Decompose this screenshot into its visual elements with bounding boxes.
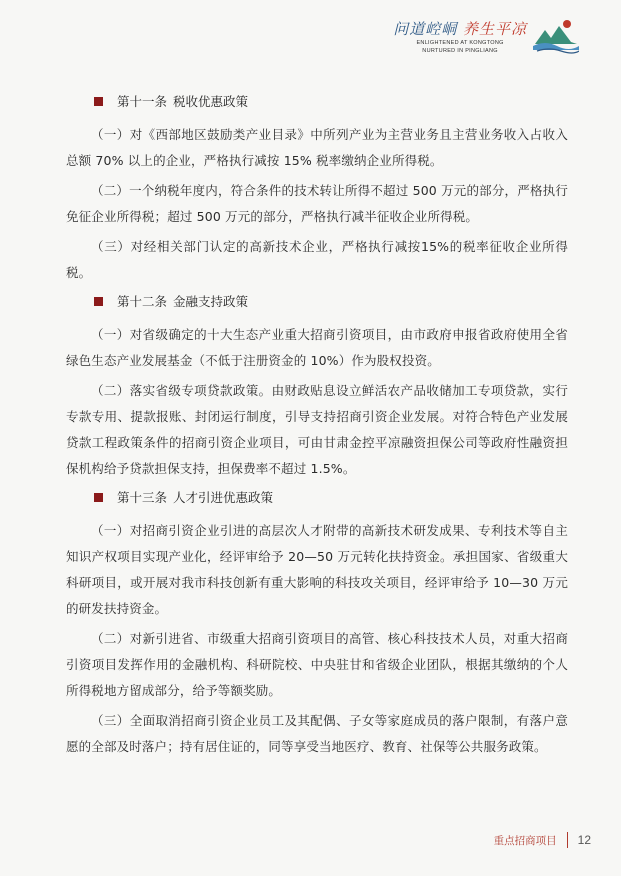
square-bullet-icon <box>94 493 103 502</box>
square-bullet-icon <box>94 97 103 106</box>
logo-subtitle-2: NURTURED IN PINGLIANG <box>422 48 498 54</box>
page-footer <box>494 832 591 848</box>
section-number: 第十二条 <box>117 294 168 309</box>
footer-divider <box>567 832 568 848</box>
page-number: 12 <box>577 833 591 847</box>
logo-calligraphy-blue: 问道崆峒 <box>393 20 458 38</box>
section-title: 人才引进优惠政策 <box>173 490 274 505</box>
paragraph: （二）一个纳税年度内，符合条件的技术转让所得不超过 500 万元的部分，严格执行免征企业所得税；超过 500 万元的部分，严格执行减半征收企业所得税。 <box>66 183 568 224</box>
logo-calligraphy <box>393 18 527 39</box>
section-heading <box>66 488 568 506</box>
policy-content <box>66 92 568 764</box>
paragraph: （一）对省级确定的十大生态产业重大招商引资项目，由市政府申报省政府使用全省绿色生态产业发展基金（不低于注册资金的 10%）作为股权投资。 <box>66 327 568 368</box>
logo-subtitle-1: ENLIGHTENED AT KONGTONG <box>416 40 504 46</box>
paragraph: （二）对新引进省、市级重大招商引资项目的高管、核心科技技术人员，对重大招商引资项目发挥作用的金融机构、科研院校、中央驻甘和省级企业团队，根据其缴纳的个人所得税地方留成部分，给予等额奖励。 <box>66 631 568 698</box>
paragraph: （三）对经相关部门认定的高新技术企业，严格执行减按15%的税率征收企业所得税。 <box>66 239 568 280</box>
section-heading <box>66 292 568 310</box>
section-heading <box>66 92 568 110</box>
logo-text-block <box>393 18 527 55</box>
square-bullet-icon <box>94 297 103 306</box>
section-talent-policy <box>66 488 568 760</box>
paragraph: （二）落实省级专项贷款政策。由财政贴息设立鲜活农产品收储加工专项贷款，实行专款专用、提款报账、封闭运行制度，引导支持招商引资企业发展。对符合特色产业发展贷款工程政策条件的招商引资企业项目，可由甘肃金控平凉融资担保公司等政府性融资担保机构给予贷款担保支持，担保费率不超过 1.5%。 <box>66 383 568 476</box>
logo-calligraphy-red: 养生平凉 <box>462 20 527 38</box>
section-title: 税收优惠政策 <box>173 94 249 109</box>
section-number: 第十一条 <box>117 94 168 109</box>
section-tax-policy <box>66 92 568 286</box>
section-number: 第十三条 <box>117 490 168 505</box>
paragraph: （一）对招商引资企业引进的高层次人才附带的高新技术研发成果、专利技术等自主知识产权项目实现产业化，经评审给予 20—50 万元转化扶持资金。承担国家、省级重大科研项目，或开展对我市科技创新有重大影响的科技攻关项目，经评审给予 10—30 万元的研发扶持资金。 <box>66 523 568 616</box>
paragraph: （一）对《西部地区鼓励类产业目录》中所列产业为主营业务且主营业务收入占收入总额 70% 以上的企业，严格执行减按 15% 税率缴纳企业所得税。 <box>66 127 568 168</box>
mountain-landscape-icon <box>533 18 579 54</box>
footer-section-label: 重点招商项目 <box>493 834 557 847</box>
brand-logo <box>393 18 579 55</box>
section-financial-policy <box>66 292 568 482</box>
paragraph: （三）全面取消招商引资企业员工及其配偶、子女等家庭成员的落户限制，有落户意愿的全部及时落户；持有居住证的，同等享受当地医疗、教育、社保等公共服务政策。 <box>66 713 568 754</box>
section-title: 金融支持政策 <box>173 294 249 309</box>
